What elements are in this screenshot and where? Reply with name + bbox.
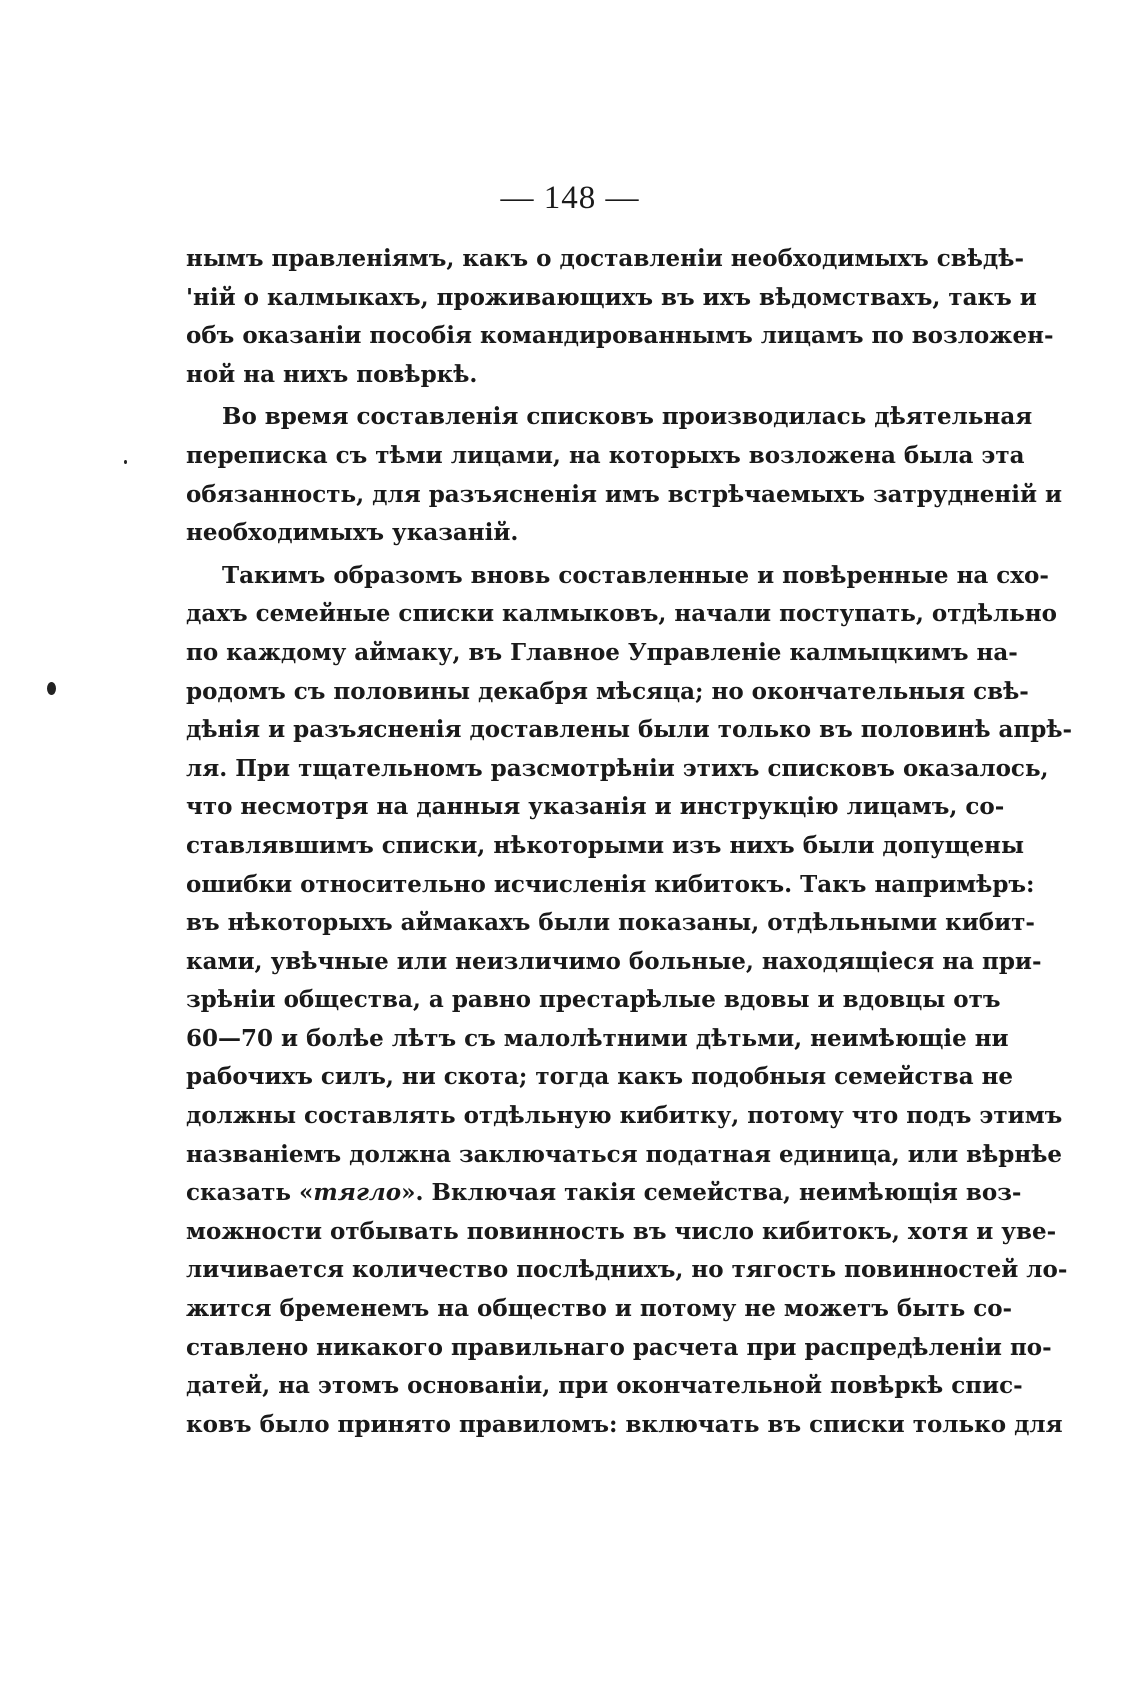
text-line: ной на нихъ повѣркѣ. — [186, 360, 478, 388]
text-line: сказать «тягло». Включая такія семейства, неимѣющія воз- — [186, 1179, 1022, 1207]
body-text — [186, 240, 1073, 1444]
text-line: названіемъ должна заключаться податная единица, или вѣрнѣе — [186, 1140, 1063, 1168]
text-line: нымъ правленіямъ, какъ о доставленіи необходимыхъ свѣдѣ- — [186, 245, 1024, 272]
text-line: дахъ семейные списки калмыковъ, начали поступать, отдѣльно — [186, 600, 1057, 628]
text-line: по каждому аймаку, въ Главное Управленіе калмыцкимъ на- — [186, 638, 1018, 666]
text-line: ставлявшимъ списки, нѣкоторыми изъ нихъ были допущены — [186, 831, 1025, 859]
text-line: что несмотря на данныя указанія и инструкцію лицамъ, со- — [186, 793, 1005, 821]
text-line: переписка съ тѣми лицами, на которыхъ возложена была эта — [186, 441, 1025, 469]
text-line: 'ній о калмыкахъ, проживающихъ въ ихъ вѣдомствахъ, такъ и — [186, 283, 1037, 311]
text-line: 60—70 и болѣе лѣтъ съ малолѣтними дѣтьми, неимѣющіе ни — [186, 1024, 1009, 1052]
text-line: Такимъ образомъ вновь составленные и повѣренные на схо- — [222, 561, 1049, 589]
text-line: ошибки относительно исчисленія кибитокъ. Такъ напримѣръ: — [186, 870, 1035, 898]
page-number: — 148 — — [500, 180, 640, 216]
text-line: зрѣніи общества, а равно престарѣлые вдовы и вдовцы отъ — [186, 986, 1001, 1014]
text-line: родомъ съ половины декабря мѣсяца; но окончательныя свѣ- — [186, 677, 1029, 705]
text-line: ками, увѣчные или неизличимо больные, находящіеся на при- — [186, 947, 1042, 975]
paragraph — [186, 557, 1073, 1445]
text-line: ставлено никакого правильнаго расчета при распредѣленіи по- — [186, 1333, 1052, 1361]
text-line: личивается количество послѣднихъ, но тягость повинностей ло- — [186, 1256, 1068, 1284]
text-line: должны составлять отдѣльную кибитку, потому что подъ этимъ — [186, 1102, 1063, 1130]
text-line: рабочихъ силъ, ни скота; тогда какъ подобныя семейства не — [186, 1063, 1014, 1091]
text-line: необходимыхъ указаній. — [186, 519, 519, 547]
paragraph — [186, 398, 1063, 552]
scan-speck — [47, 682, 56, 695]
text-line: ля. При тщательномъ разсмотрѣніи этихъ списковъ оказалось, — [186, 754, 1049, 782]
text-line: датей, на этомъ основаніи, при окончательной повѣркѣ спис- — [186, 1372, 1023, 1400]
italic-word: тягло — [313, 1179, 402, 1207]
text-line: дѣнія и разъясненія доставлены были только въ половинѣ апрѣ- — [186, 716, 1073, 744]
text-line: обязанность, для разъясненія имъ встрѣчаемыхъ затрудненій и — [186, 480, 1063, 508]
paragraph — [186, 240, 1054, 394]
text-line: можности отбывать повинность въ число кибитокъ, хотя и уве- — [186, 1217, 1057, 1245]
text-line: объ оказаніи пособія командированнымъ лицамъ по возложен- — [186, 322, 1054, 350]
text-line: Во время составленія списковъ производилась дѣятельная — [222, 403, 1033, 431]
text-line: жится бременемъ на общество и потому не можетъ быть со- — [186, 1295, 1013, 1323]
text-line: въ нѣкоторыхъ аймакахъ были показаны, отдѣльными кибит- — [186, 909, 1035, 937]
text-line: ковъ было принято правиломъ: включать въ списки только для — [186, 1410, 1063, 1438]
scan-speck — [124, 460, 127, 464]
